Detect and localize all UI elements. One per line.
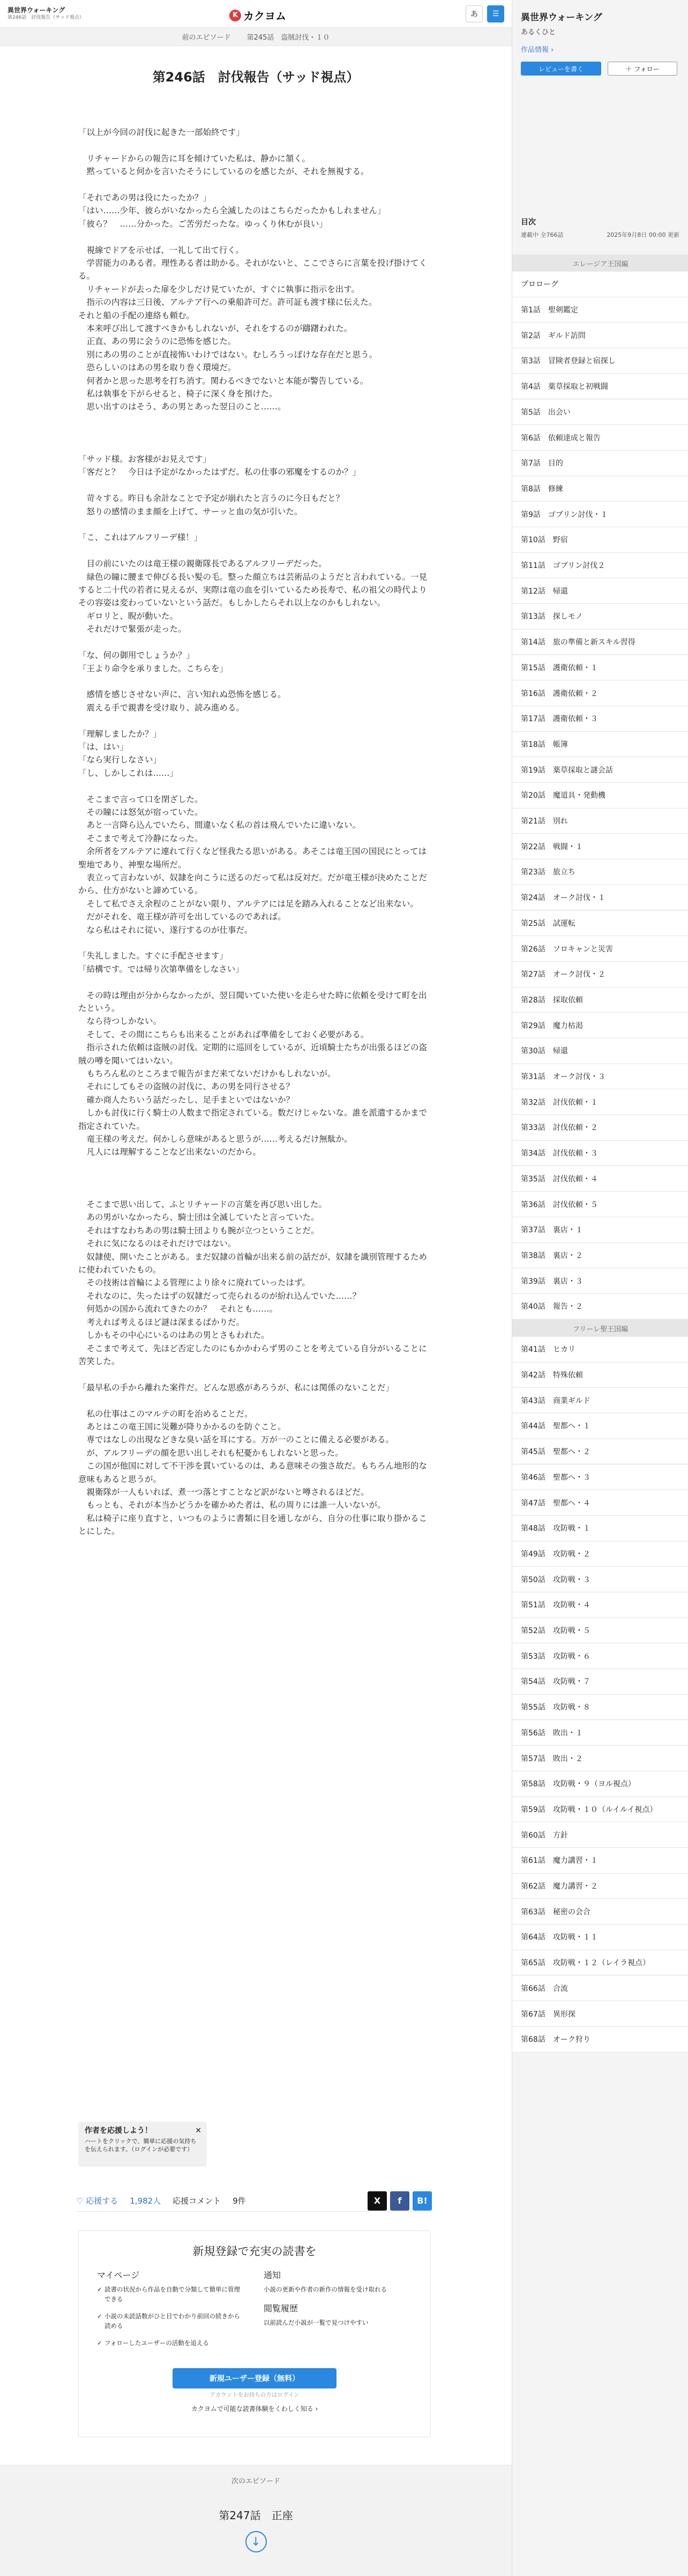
toc-episode-item[interactable]: 第62話 魔力講習・２ <box>512 1874 688 1899</box>
blank-line <box>78 714 433 727</box>
font-settings-icon[interactable]: あ <box>466 5 483 23</box>
blank-line <box>78 675 433 688</box>
body-paragraph: 「それであの男は役にたったか？」 <box>78 193 212 203</box>
toc-episode-item[interactable]: 第65話 攻防戦・１２（レイラ視点） <box>512 1950 688 1976</box>
feature-item: ✓ 読書の状況から作品を自動で分類して簡単に管理できる <box>97 2285 245 2304</box>
toc-episode-item[interactable]: 第11話 ゴブリン討伐２ <box>512 553 688 579</box>
body-paragraph: 「な、何の御用でしょうか？」 <box>78 650 195 661</box>
logo-mark-icon: K <box>229 10 241 21</box>
body-paragraph: 「失礼しました。すぐに手配させます」 <box>78 951 228 961</box>
review-button[interactable]: レビューを書く <box>521 62 601 76</box>
toc-episode-item[interactable]: 第32話 討伐依頼・１ <box>512 1089 688 1115</box>
share-buttons <box>368 2191 432 2211</box>
body-paragraph: 「王より命令を承りました。こちらを」 <box>78 663 228 673</box>
body-paragraph: 考えれば考えるほど謎は深まるばかりだ。 <box>78 1317 245 1327</box>
body-paragraph: 「結構です。では帰り次第準備をしなさい」 <box>78 964 244 974</box>
toc-episode-item[interactable]: 第9話 ゴブリン討伐・１ <box>512 501 688 527</box>
blank-line <box>78 780 433 792</box>
toc-episode-item[interactable]: 第35話 討伐依頼・４ <box>512 1166 688 1192</box>
blank-line <box>78 937 433 949</box>
next-episode-label: 次のエピソード <box>231 2477 280 2485</box>
body-paragraph: 黙っていると何かを言いたそうにしているのを感じたが、それを無視する。 <box>78 167 369 177</box>
blank-line <box>78 976 433 989</box>
toc-episode-item[interactable]: 第51話 攻防戦・４ <box>512 1592 688 1618</box>
signup-col-notify <box>264 2271 412 2355</box>
body-paragraph: あの男がいなかったら、騎士団は全滅していたと言っていた。 <box>78 1212 319 1223</box>
body-paragraph: しかもその中心にいるのはあの男とさもわれた。 <box>78 1330 270 1341</box>
toc-heading: 目次 <box>521 218 536 227</box>
toc-episode-item[interactable]: 第39話 裏店・３ <box>512 1268 688 1294</box>
body-paragraph: そこまで考えて冷静になった。 <box>78 833 203 843</box>
body-paragraph: 余所者をアルテアに連れて行くなど怪我たる思いがある。あそこは竜王国の国民にとっては聖地であり、神聖な場所だ。 <box>78 847 427 870</box>
body-paragraph: そこまで思い出して、ふとリチャードの言葉を再び思い出した。 <box>78 1200 327 1210</box>
work-info-link[interactable]: 作品情報 › <box>521 46 554 54</box>
body-paragraph: 「最早私の手から離れた案件だ。どんな思惑があろうが、私には関係のないことだ」 <box>78 1382 394 1392</box>
toc-episode-item[interactable]: 第42話 特殊依頼 <box>512 1362 688 1388</box>
toc-episode-item[interactable]: 第15話 護衛依頼・１ <box>512 655 688 681</box>
sidebar-author[interactable]: あるくひと <box>521 28 556 36</box>
toc-episode-item[interactable]: 第56話 敗出・１ <box>512 1720 688 1746</box>
blank-line <box>78 518 433 531</box>
toc-episode-item[interactable]: 第1話 聖剣鑑定 <box>512 297 688 323</box>
toc-episode-item[interactable]: 第4話 薬草採取と初戦闘 <box>512 374 688 400</box>
header <box>0 0 512 28</box>
blank-line <box>78 139 433 152</box>
follow-button[interactable]: ＋ フォロー <box>608 62 677 76</box>
toc-episode-item[interactable]: 第43話 商業ギルド <box>512 1388 688 1413</box>
body-paragraph: 視線でドアを示せば、一礼して出て行く。 <box>78 245 244 255</box>
toc-episode-item[interactable]: 第61話 魔力講習・１ <box>512 1848 688 1874</box>
body-paragraph: それはすなわちあの男は騎士団よりも腕が立つということだ。 <box>78 1225 319 1235</box>
body-paragraph: 「し、しかしこれは……」 <box>78 768 178 778</box>
body-paragraph: 「サッド様。お客様がお見えです」 <box>78 454 211 465</box>
body-paragraph: 学習能力のある者。理性ある者は助かる。それがないと、ここでさらに言葉を投げ掛けてくる。 <box>78 258 428 281</box>
toc-episode-item[interactable]: 第22話 戦闘・１ <box>512 834 688 859</box>
toc-episode-item[interactable]: 第6話 依頼達成と報告 <box>512 425 688 451</box>
toc-episode-item[interactable]: 第23話 旅立ち <box>512 859 688 885</box>
body-paragraph: 確か商人たちいう話だったし、足手まといではないか？ <box>78 1095 295 1105</box>
body-paragraph: あとはこの竜王国に災難が降りかかるのを防ぐこと。 <box>78 1421 286 1432</box>
toc-episode-item[interactable]: 第21話 別れ <box>512 808 688 834</box>
body-paragraph: 「は、はい」 <box>78 742 129 752</box>
toc-episode-item[interactable]: 第48話 攻防戦・１ <box>512 1516 688 1541</box>
toc-episode-item[interactable]: 第31話 オーク討伐・３ <box>512 1064 688 1090</box>
blank-line <box>78 230 433 243</box>
toc-episode-item[interactable]: 第60話 方針 <box>512 1822 688 1848</box>
toc-episode-item[interactable]: 第49話 攻防戦・２ <box>512 1541 688 1567</box>
body-paragraph: その瞳には怒気が宿っていた。 <box>78 807 203 817</box>
toc-episode-item[interactable]: 第41話 ヒカリ <box>512 1337 688 1362</box>
body-paragraph: それに気になるのはそれだけではない。 <box>78 1239 236 1249</box>
toc-episode-item[interactable]: 第14話 旅の準備と新スキル習得 <box>512 630 688 655</box>
learn-more-link[interactable]: カクヨムで可能な読書体験をくわしく知る › <box>191 2405 318 2413</box>
body-paragraph: 「はい……少年、彼らがいなかったら全滅したのはこちらだったかもしれません」 <box>78 206 386 216</box>
body-paragraph: 恐らしいのはあの男を取り巻く環境だ。 <box>78 363 236 373</box>
blank-line <box>78 1159 433 1172</box>
body-paragraph: それにしてもその盗賊の討伐に、あの男を同行させる？ <box>78 1082 295 1092</box>
blank-line <box>78 636 433 649</box>
body-paragraph: 本来呼び出して渡すべきかもしれないが、それをするのが躊躇われた。 <box>78 324 353 334</box>
body-paragraph: そして、その間にこちらも出来ることがあれば準備をしておく必要がある。 <box>78 1029 369 1039</box>
x-share-icon[interactable]: X <box>368 2191 387 2211</box>
toc-episode-item[interactable]: 第38話 裏店・２ <box>512 1243 688 1269</box>
blank-line <box>78 479 433 492</box>
toc-episode-item[interactable]: 第29話 魔力枯渇 <box>512 1013 688 1038</box>
toc-episode-item[interactable]: 第68話 オーク狩り <box>512 2027 688 2053</box>
notify-heading: 通知 <box>264 2270 281 2280</box>
prev-episode-title[interactable]: 第245話 盗賊討伐・１０ <box>246 34 330 42</box>
body-paragraph: 「彼ら？ ……分かった。ご苦労だったな。ゆっくり休むが良い」 <box>78 219 327 229</box>
toc-episode-item[interactable]: 第10話 野宿 <box>512 527 688 553</box>
episode-nav <box>0 28 512 46</box>
toc-episode-item[interactable]: プロローグ <box>512 272 688 297</box>
body-paragraph: あと一言降ら込んでいたら、間違いなく私の首は飛んでいたに違いない。 <box>78 820 361 830</box>
body-paragraph: 苛々する。昨日も余計なことで予定が崩れたと言うのに今日もだと？ <box>78 493 345 504</box>
comment-button[interactable]: 応援コメント <box>173 2196 221 2206</box>
toc-episode-item[interactable]: 第54話 攻防戦・７ <box>512 1669 688 1695</box>
blank-line <box>78 178 433 191</box>
cheer-count[interactable]: 1,982人 <box>130 2196 161 2206</box>
body-paragraph: しかも討伐に行く騎士の人数まで指定されている。数だけじゃないな。誰を派遣するかまで指定されていた。 <box>78 1108 428 1131</box>
body-paragraph: 何者かと思った思考を打ち消す。関わるべきでないと本能が警告している。 <box>78 376 369 386</box>
toc-episode-item[interactable]: 第59話 攻防戦・１０（ルイルイ視点） <box>512 1797 688 1823</box>
blank-line <box>78 414 433 426</box>
toc-episode-item[interactable]: 第55話 攻防戦・８ <box>512 1695 688 1720</box>
body-paragraph: そこまで言って口を閉ざした。 <box>78 794 203 804</box>
body-paragraph: 何処かの国から流れてきたのか？ それとも……。 <box>78 1304 278 1314</box>
body-paragraph: なら待つしかない。 <box>78 1016 162 1027</box>
sidebar-work-title[interactable]: 異世界ウォーキング <box>521 12 602 23</box>
close-icon[interactable]: ✕ <box>195 2126 201 2135</box>
body-paragraph: 表立って言わないが、奴隷を向こうに送るのだって私は反対だ。だが竜王様が決めたことだから、仕方がないと諦めている。 <box>78 872 428 896</box>
body-paragraph: 「以上が今回の討伐に起きた一部始終です」 <box>78 128 245 137</box>
toc-episode-item[interactable]: 第25話 試運転 <box>512 911 688 937</box>
toc-episode-item[interactable]: 第66話 合流 <box>512 1976 688 2002</box>
facebook-share-icon[interactable]: f <box>390 2191 409 2211</box>
blank-line <box>78 1394 433 1407</box>
feature-item: ✓ フォローしたユーザーの活動を追える <box>97 2338 245 2348</box>
toc-episode-item[interactable]: 第33話 討伐依頼・２ <box>512 1115 688 1141</box>
blank-line <box>78 426 433 439</box>
body-paragraph: だがそれを、竜王様が許可を出しているのであれば。 <box>78 912 286 922</box>
toc-episode-item[interactable]: 第19話 薬草採取と謎会話 <box>512 757 688 783</box>
sidebar <box>512 0 688 2576</box>
body-paragraph: 緑色の瞳に腰まで伸びる長い髪の毛。整った顔立ちは芸術品のようだと言われている。一見すると二十代の若者に見えるが、実際は竜の血を引いているため長寿で、私の祖父の時代よりその容姿は変わっていないという話だ。もしかしたらそれ以上なのかもしれない。 <box>78 572 428 608</box>
work-header[interactable] <box>8 6 84 21</box>
signup-grid <box>97 2271 412 2355</box>
mypage-heading: マイページ <box>97 2270 140 2280</box>
support-title: 作者を応援しよう！ <box>85 2126 152 2135</box>
signup-col-mypage <box>97 2271 245 2355</box>
body-paragraph: 指示の内容は三日後、アルテア行への乗船許可だ。許可証も渡す様に伝えた。 <box>78 297 377 308</box>
next-episode-title[interactable]: 第247話 正座 <box>219 2509 293 2522</box>
toc-episode-item[interactable]: 第47話 聖都へ・４ <box>512 1490 688 1516</box>
body-paragraph: 竜王様の考えだ。何かしら意味があると思うが……考えるだけ無駄か。 <box>78 1134 353 1144</box>
chapter-header: エレージア王国編 <box>512 254 688 272</box>
toc-episode-item[interactable]: 第36話 討伐依頼・５ <box>512 1192 688 1217</box>
toc-episode-item[interactable]: 第30話 帰還 <box>512 1038 688 1064</box>
body-paragraph: 指示された依頼は盗賊の討伐。定期的に巡回をしているが、近頃騎士たちが出張るほどの盗賊の噂を聞いてはいない。 <box>78 1043 428 1066</box>
comment-count[interactable]: 9件 <box>233 2196 246 2206</box>
toc-episode-item[interactable]: 第44話 聖都へ・１ <box>512 1413 688 1439</box>
support-text: ハートをクリックで、簡単に応援の気持ちを伝えられます。（ログインが必要です） <box>85 2138 197 2153</box>
update-date: 2025年9月8日 00:00 更新 <box>607 231 679 238</box>
body-paragraph: 私の仕事はこのマルテの町を治めることだ。 <box>78 1409 253 1419</box>
toc-episode-item[interactable]: 第17話 護衛依頼・３ <box>512 706 688 732</box>
blank-line <box>78 440 433 453</box>
body-paragraph: そして私でさえ余程のことがない限り、アルテアには足を踏み入れることなど出来ない。 <box>78 898 418 909</box>
body-paragraph: それと船の手配の連絡も頼む。 <box>78 310 195 320</box>
header-icons <box>466 5 504 23</box>
action-bar <box>76 2190 432 2212</box>
signup-title: 新規登録で充実の読書を <box>192 2245 317 2258</box>
toc-episode-item[interactable]: 第52話 攻防戦・５ <box>512 1618 688 1644</box>
body-paragraph: その技術は首輪による管理により徐々に廃れていったはず。 <box>78 1278 310 1288</box>
body-paragraph: それなのに、失ったはずの奴隷だって売られるのが紛れ込んでいた……？ <box>78 1291 361 1301</box>
toc-episode-item[interactable]: 第3話 冒険者登録と宿探し <box>512 348 688 374</box>
chapter-header: フリーレ聖王国編 <box>512 1320 688 1337</box>
toc-menu-icon[interactable]: ☰ <box>487 5 504 23</box>
toc-episode-item[interactable]: 第45話 聖都へ・２ <box>512 1439 688 1465</box>
body-paragraph: リチャードが去った扉を少しだけ見ていたが、すぐに執事に指示を出す。 <box>78 284 360 294</box>
body-paragraph: 震える手で親書を受け取り、読み進める。 <box>78 702 245 713</box>
toc-episode-item[interactable]: 第34話 討伐依頼・３ <box>512 1141 688 1166</box>
register-button[interactable]: 新規ユーザー登録（無料） <box>173 2368 336 2388</box>
logo-text: カクヨム <box>243 10 286 23</box>
body-paragraph: 感情を感じさせない声に、言い知れぬ恐怖を感じる。 <box>78 690 286 700</box>
blank-line <box>78 1172 433 1185</box>
login-link[interactable]: アカウントをお持ちの方はログイン <box>210 2392 300 2398</box>
toc-episode-item[interactable]: 第7話 目的 <box>512 451 688 476</box>
body-paragraph: ギロリと、睨が動いた。 <box>78 611 178 621</box>
toc-episode-item[interactable]: 第13話 探しモノ <box>512 604 688 630</box>
body-paragraph: 怒りの感情のまま顔を上げて、サーッと血の気が引いた。 <box>78 506 303 516</box>
toc-episode-item[interactable]: 第58話 攻防戦・９（ヨル視点） <box>512 1771 688 1797</box>
toc-episode-item[interactable]: 第50話 攻防戦・３ <box>512 1567 688 1592</box>
body-paragraph: 専ではなしの出現などきな臭い話を耳にする。万が一のことに備える必要がある。 <box>78 1435 394 1445</box>
work-title[interactable]: 異世界ウォーキング <box>8 6 65 14</box>
prev-episode-link[interactable]: 前のエピソード <box>182 34 231 42</box>
toc-episode-item[interactable]: 第63話 秘密の会合 <box>512 1899 688 1924</box>
body-paragraph: が、アルフリーデの顔を思い出しそれも杞憂かもしれないと思った。 <box>78 1448 343 1458</box>
body-paragraph: 正直、あの男に会うのに恐怖を感じた。 <box>78 336 236 347</box>
history-text: 以前読んだ小説が一覧で見つけやすい <box>264 2319 369 2326</box>
body-paragraph: 「客だと？ 今日は予定がなかったはずだ。私の仕事の邪魔をするのか？」 <box>78 467 361 477</box>
body-paragraph: 「理解しましたか？」 <box>78 729 162 739</box>
body-paragraph: その時は理由が分からなかったが、翌日聞いていた使いを走らせた時に依頼を受けて町を出たという。 <box>78 990 427 1013</box>
toc-episode-item[interactable]: 第37話 裏店・１ <box>512 1217 688 1243</box>
body-paragraph: 親衛隊が一人もいれば、煮一つ落とすことなど訳がないと噂されるほどだ。 <box>78 1487 369 1497</box>
body-paragraph: 思い出すのはそう、あの男とあった翌日のこと……。 <box>78 402 286 412</box>
toc-episode-item[interactable]: 第40話 報告・２ <box>512 1294 688 1320</box>
body-paragraph: 私は椅子に座り直すと、いつものように書類に目を通しながら、自分の仕事に取り掛かることにした。 <box>78 1513 428 1537</box>
toc-episode-item[interactable]: 第53話 攻防戦・６ <box>512 1643 688 1669</box>
toc-episode-item[interactable]: 第5話 出会い <box>512 400 688 425</box>
toc-update <box>521 230 679 239</box>
body-paragraph: 奴隷使、開いたことがある。まだ奴隷の首輪が出来る前の話だが、奴隷を識別管理するために使われていたもの。 <box>78 1252 428 1275</box>
toc-episode-item[interactable]: 第20話 魔道具・発動機 <box>512 783 688 808</box>
body-paragraph: 別にあの男のことが直接怖いわけではない。むしろうっぽけな存在だと思う。 <box>78 349 378 360</box>
episode-subtitle: 第246話 討伐報告（サッド視点） <box>8 14 84 20</box>
toc-episode-item[interactable]: 第28話 採取依頼 <box>512 987 688 1013</box>
body-paragraph: リチャードからの報告に耳を傾けていた私は、静かに頷く。 <box>78 153 310 163</box>
arrow-down-icon[interactable]: ↓ <box>245 2531 267 2552</box>
body-paragraph: そこまで考えて、先ほど否定したのにもかかわらず男のことを考えている自分がいることに苦笑した。 <box>78 1343 427 1366</box>
next-episode-footer <box>0 2465 512 2576</box>
body-paragraph: 「こ、これはアルフリーデ様！」 <box>78 533 203 543</box>
signup-panel <box>78 2230 431 2437</box>
body-paragraph: 私は執事を下がらせると、椅子に深く身を預けた。 <box>78 389 278 399</box>
kakuyomu-logo[interactable] <box>229 8 286 23</box>
toc-episode-item[interactable]: 第26話 ソロキャンと災害 <box>512 936 688 962</box>
toc-episode-item[interactable]: 第8話 修練 <box>512 476 688 502</box>
cheer-button[interactable]: ♡ 応援する <box>76 2196 118 2206</box>
toc-episode-item[interactable]: 第27話 オーク討伐・２ <box>512 962 688 987</box>
sidebar-work-info <box>512 0 688 76</box>
toc-episode-item[interactable]: 第2話 ギルド訪問 <box>512 323 688 348</box>
toc-episode-item[interactable]: 第16話 護衛依頼・２ <box>512 680 688 706</box>
body-paragraph: 凡人には理解することなど出来ないのだから。 <box>78 1147 261 1157</box>
toc-header <box>521 216 679 239</box>
toc-episode-item[interactable]: 第64話 攻防戦・１１ <box>512 1924 688 1950</box>
toc-episode-item[interactable]: 第24話 オーク討伐・１ <box>512 885 688 911</box>
episode-body <box>0 126 512 1538</box>
toc-episode-item[interactable]: 第67話 異形探 <box>512 2001 688 2027</box>
body-paragraph: それだけで緊張が走った。 <box>78 624 186 634</box>
history-heading: 閲覧履歴 <box>264 2303 298 2313</box>
blank-line <box>78 544 433 557</box>
body-paragraph: 「なら実行しなさい」 <box>78 755 162 765</box>
episode-title: 第246話 討伐報告（サッド視点） <box>152 70 360 85</box>
toc-episode-item[interactable]: 第57話 敗出・２ <box>512 1746 688 1771</box>
support-tooltip <box>78 2122 207 2167</box>
body-paragraph: なら私はそれに従い、遂行するのが仕事だ。 <box>78 925 253 935</box>
sidebar-buttons <box>521 62 679 76</box>
body-paragraph: 目の前にいたのは竜王様の親衛隊長であるアルフリーデだった。 <box>78 559 327 569</box>
toc-episode-item[interactable]: 第18話 帳簿 <box>512 732 688 758</box>
feature-item: ✓ 小説の未読話数がひと目でわかり前回の続きから読める <box>97 2311 245 2331</box>
body-paragraph: もっとも、それが本当かどうかを確かめた者は、私の周りには誰一人いないが。 <box>78 1500 386 1510</box>
blank-line <box>78 1368 433 1381</box>
blank-line <box>78 1185 433 1198</box>
episode-count: 連載中 全766話 <box>521 231 564 238</box>
hatena-share-icon[interactable]: B! <box>413 2191 432 2211</box>
notify-text: 小説の更新や作者の新作の情報を受け取れる <box>264 2286 387 2293</box>
body-paragraph: もちろん私のところまで報告がまだ来てないだけかもしれないが。 <box>78 1069 336 1079</box>
toc-episode-item[interactable]: 第12話 帰還 <box>512 578 688 604</box>
body-paragraph: この国が他国に対して不干渉を貫いているのは、ある意味その強さ故だ。もちろん地形的な意味もあると思うが。 <box>78 1461 428 1484</box>
toc-episode-item[interactable]: 第46話 聖都へ・３ <box>512 1465 688 1491</box>
